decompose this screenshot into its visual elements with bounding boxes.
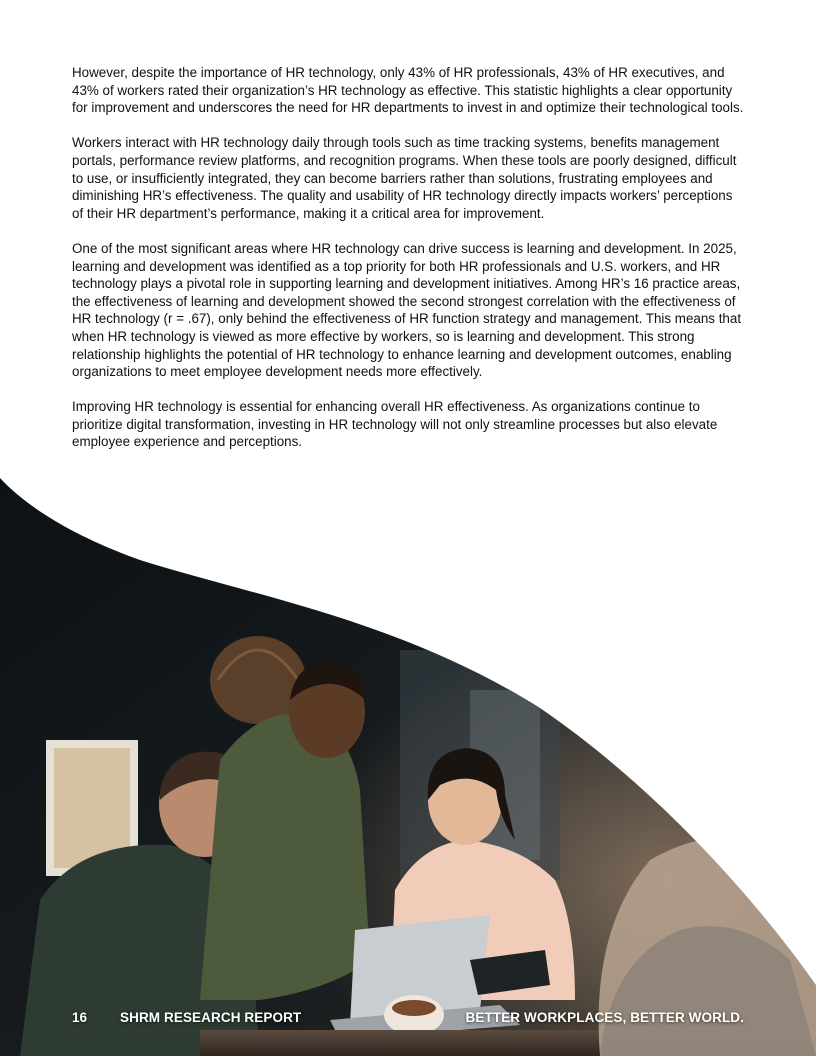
paragraph-worker-interaction: Workers interact with HR technology daily through tools such as time tracking systems, benefits management portals, performance review platforms, and recognition programs. When these tools are poorly designed, difficult to use, or insufficiently integrated, they can become barriers rather than solutions, frustrating employees and diminishing HR’s effectiveness. The quality and usability of HR technology directly impacts workers’ perceptions of their HR department’s performance, making it a critical area for improvement. [72, 135, 737, 221]
paragraph-improving-hr-tech: Improving HR technology is essential for enhancing overall HR effectiveness. As organizations continue to prioritize digital transformation, investing in HR technology will not only streamline processes but also elevate employee experience and perceptions. [72, 399, 718, 450]
page-footer [72, 1010, 744, 1030]
page-number: 16 [72, 1010, 88, 1025]
paragraph-hr-tech-ratings: However, despite the importance of HR technology, only 43% of HR professionals, 43% of HR executives, and 43% of workers rated their organization’s HR technology as effective. This statistic highlights a clear opportunity for improvement and underscores the need for HR departments to invest in and optimize their technological tools. [72, 65, 744, 116]
body-text [72, 64, 744, 469]
paragraph-learning-development: One of the most significant areas where HR technology can drive success is learning and development. In 2025, learning and development was identified as a top priority for both HR professionals and U.S. workers, and HR technology plays a pivotal role in supporting learning and development initiatives. Among HR’s 16 practice areas, the effectiveness of learning and development showed the second strongest correlation with the effectiveness of HR technology (r = .67), only behind the effectiveness of HR function strategy and management. This means that when HR technology is viewed as more effective by workers, so is learning and development. This strong relationship highlights the potential of HR technology to enhance learning and development outcomes, enabling organizations to meet employee development needs more effectively. [72, 240, 742, 380]
footer-tagline: BETTER WORKPLACES, BETTER WORLD. [465, 1010, 744, 1025]
report-name: SHRM RESEARCH REPORT [120, 1010, 302, 1025]
person-middle-body [200, 713, 370, 1000]
